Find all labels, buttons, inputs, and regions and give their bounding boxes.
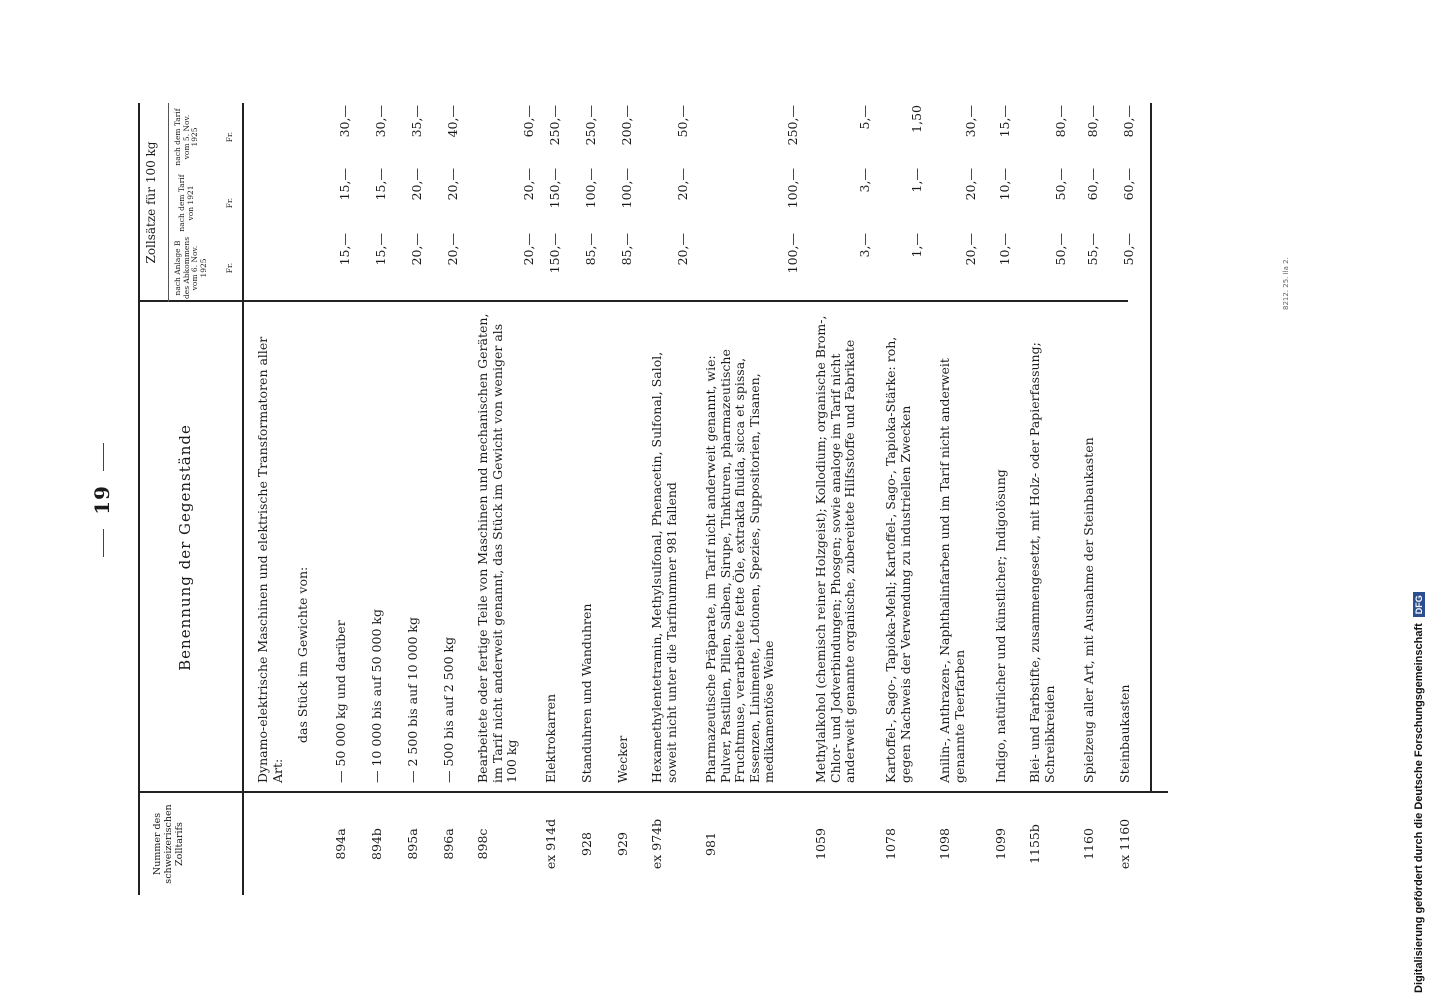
rate-tariff-1921: 20,—: [962, 168, 978, 201]
rate-tariff-1925: 5,—: [856, 105, 872, 130]
rate-agreement: 20,—: [674, 233, 690, 266]
item-description: Pharmazeutische Präparate, im Tarif nicht anderweit genannt, wie: Pulver, Pastillen, Pillen, Salben, Sirupe, Tinkturen, pharmazeutische Fruchtmuse, verarbeitete fette Öle, extrakta fluida, sicca et spissa, Essenzen, Linimente, Lotionen, Spezies, Suppositorien, Tisanen, medikamentöse Weine: [703, 349, 776, 783]
rate-agreement: 50,—: [1120, 233, 1136, 266]
item-description: Elektrokarren: [543, 693, 558, 783]
tariff-number: 928: [579, 832, 594, 856]
rate-tariff-1925: 80,—: [1084, 105, 1100, 138]
rate-tariff-1921: 15,—: [372, 168, 388, 201]
table-row: [650, 103, 690, 895]
header-rate-col-3: nach dem Tarif vom 5. Nov. 1925: [173, 108, 199, 166]
rate-tariff-1925: 50,—: [674, 105, 690, 138]
table-row: [1028, 103, 1068, 895]
header-rate-unit-2: Fr.: [225, 197, 234, 209]
item-description: Anilin-, Anthrazen-, Naphthalinfarben und im Tarif nicht anderweit genannte Teerfarben: [937, 358, 967, 783]
print-stamp: 8212. 25. Ila 2.: [1282, 257, 1290, 310]
rate-tariff-1925: 200,—: [618, 105, 634, 146]
tariff-number: 929: [615, 832, 630, 856]
header-rate-unit-3: Fr.: [225, 131, 234, 143]
item-description: Spielzeug aller Art, mit Ausnahme der Steinbaukasten: [1081, 437, 1096, 783]
rate-agreement: 50,—: [1052, 233, 1068, 266]
rate-tariff-1925: 80,—: [1120, 105, 1136, 138]
item-description: Kartoffel-, Sago-, Tapioka-Mehl; Kartoffel-, Sago-, Tapioka-Stärke: roh, gegen Nachweis der Verwendung zu industriellen Zwecken: [883, 336, 913, 783]
tariff-number: 1098: [937, 828, 952, 860]
tariff-number: 1059: [813, 828, 828, 860]
rate-tariff-1921: 100,—: [784, 168, 800, 209]
rate-agreement: 100,—: [784, 233, 800, 274]
header-rate-col-2: nach dem Tarif von 1921: [177, 174, 195, 232]
table-row: [994, 103, 1012, 895]
header-rates: Zollsätze für 100 kg: [144, 141, 158, 264]
rate-tariff-1925: 250,—: [582, 105, 598, 146]
item-description: — 500 bis auf 2 500 kg: [441, 636, 456, 783]
rate-tariff-1921: 10,—: [996, 168, 1012, 201]
rate-tariff-1925: 15,—: [996, 105, 1012, 138]
table-row: [442, 103, 460, 895]
rate-tariff-1921: 20,—: [674, 168, 690, 201]
tariff-number: 1099: [993, 828, 1008, 860]
table-row: [938, 103, 978, 895]
item-description: Hexamethylentetramin, Methylsulfonal, Phenacetin, Sulfonal, Salol, soweit nicht unter die Tarifnummer 981 fallend: [649, 351, 679, 783]
tariff-number: ex 914d: [543, 818, 558, 870]
digitization-band-content: [1405, 0, 1433, 993]
rate-tariff-1925: 250,—: [784, 105, 800, 146]
table-row: [814, 103, 872, 895]
tariff-number: ex 974b: [649, 818, 664, 870]
table-row: [255, 103, 285, 895]
rate-agreement: 55,—: [1084, 233, 1100, 266]
digitization-credit: Digitalisierung gefördert durch die Deutsche Forschungsgemeinschaft: [1413, 623, 1425, 993]
rate-agreement: 20,—: [408, 233, 424, 266]
item-description: Standuhren und Wanduhren: [579, 603, 594, 783]
rate-agreement: 150,—: [546, 233, 562, 274]
dash-right: [103, 443, 104, 471]
rate-agreement: 3,—: [856, 233, 872, 258]
table-row: [544, 103, 562, 895]
tariff-number: 1155b: [1027, 824, 1042, 864]
rate-tariff-1925: 250,—: [546, 105, 562, 146]
item-description: — 10 000 bis auf 50 000 kg: [369, 609, 384, 783]
dfg-logo: DFG: [1413, 592, 1425, 617]
table-row: [370, 103, 388, 895]
rate-agreement: 20,—: [520, 233, 536, 266]
rate-tariff-1921: 20,—: [408, 168, 424, 201]
rate-tariff-1921: 150,—: [546, 168, 562, 209]
item-description: Dynamo-elektrische Maschinen und elektrische Transformatoren aller Art:: [255, 336, 285, 783]
header-number: Nummer des schweizerischen Zolltarifs: [152, 804, 185, 884]
rate-tariff-1921: 60,—: [1084, 168, 1100, 201]
tariff-number: 896a: [441, 828, 456, 860]
header-rate-col-1: nach Anlage B des Abkommens vom 6. Nov. 1925: [173, 236, 208, 300]
table-row: [406, 103, 424, 895]
header-rate-unit-1: Fr.: [225, 262, 234, 274]
digitization-band: [1405, 8, 1433, 993]
rate-tariff-1925: 60,—: [520, 105, 536, 138]
item-description: Bearbeitete oder fertige Teile von Maschinen und mechanischen Geräten, im Tarif nicht anderweit genannt, das Stück im Gewicht von weniger als 100 kg: [475, 313, 519, 783]
rate-tariff-1925: 30,—: [336, 105, 352, 138]
rate-tariff-1925: 40,—: [444, 105, 460, 138]
table-bottom-rule: [1150, 103, 1152, 793]
item-description: Steinbaukasten: [1117, 684, 1132, 783]
rate-tariff-1925: 1,50: [908, 105, 924, 133]
table-row: [296, 103, 314, 895]
rate-tariff-1921: 15,—: [336, 168, 352, 201]
rate-tariff-1925: 30,—: [372, 105, 388, 138]
header-bottom-rule: [242, 103, 244, 895]
tariff-number: 1078: [883, 828, 898, 860]
rate-tariff-1921: 20,—: [520, 168, 536, 201]
rate-tariff-1925: 30,—: [962, 105, 978, 138]
tariff-number: 1160: [1081, 828, 1096, 860]
rate-agreement: 15,—: [336, 233, 352, 266]
tariff-table: [138, 103, 1168, 895]
rate-tariff-1921: 100,—: [618, 168, 634, 209]
tariff-number: 894b: [369, 828, 384, 860]
table-row: [704, 103, 800, 895]
rate-agreement: 1,—: [908, 233, 924, 258]
item-description: Methylalkohol (chemisch reiner Holzgeist); Kollodium; organische Brom-, Chlor- und Jodverbindungen; Phosgen; sowie analoge im Tarif nicht anderweit genannte organische, zubereitete Hilfsstoffe und Fabrikate: [813, 315, 857, 783]
table-row: [1082, 103, 1100, 895]
table-row: [580, 103, 598, 895]
item-description: Indigo, natürlicher und künstlicher; Indigolösung: [993, 469, 1008, 783]
dash-left: [103, 529, 104, 557]
page-number-heading: [90, 0, 114, 1000]
tariff-number: 895a: [405, 828, 420, 860]
rate-tariff-1925: 80,—: [1052, 105, 1068, 138]
rate-tariff-1921: 60,—: [1120, 168, 1136, 201]
rate-agreement: 20,—: [962, 233, 978, 266]
table-row: [884, 103, 924, 895]
table-row: [334, 103, 352, 895]
header-description: Benennung der Gegenstände: [176, 424, 194, 671]
table-row: [476, 103, 536, 895]
rate-agreement: 85,—: [582, 233, 598, 266]
item-description: — 50 000 kg und darüber: [333, 620, 348, 783]
item-description: Blei- und Farbstifte, zusammengesetzt, mit Holz- oder Papierfassung; Schreibkreiden: [1027, 342, 1057, 783]
item-description: das Stück im Gewichte von:: [295, 566, 310, 743]
rate-tariff-1921: 100,—: [582, 168, 598, 209]
rate-agreement: 85,—: [618, 233, 634, 266]
tariff-number: 898c: [475, 828, 490, 860]
rate-tariff-1921: 20,—: [444, 168, 460, 201]
table-row: [616, 103, 634, 895]
tariff-number: 981: [703, 832, 718, 856]
page-number: 19: [90, 485, 114, 515]
rates-header-rule: [168, 103, 169, 302]
rate-agreement: 10,—: [996, 233, 1012, 266]
rate-tariff-1921: 3,—: [856, 168, 872, 193]
item-description: — 2 500 bis auf 10 000 kg: [405, 616, 420, 783]
item-description: Wecker: [615, 735, 630, 783]
table-row: [1118, 103, 1136, 895]
tariff-number: 894a: [333, 828, 348, 860]
tariff-number: ex 1160: [1117, 818, 1132, 870]
rate-tariff-1921: 50,—: [1052, 168, 1068, 201]
rate-agreement: 20,—: [444, 233, 460, 266]
rate-tariff-1925: 35,—: [408, 105, 424, 138]
table-top-rule: [138, 103, 140, 895]
rate-agreement: 15,—: [372, 233, 388, 266]
rate-tariff-1921: 1,—: [908, 168, 924, 193]
